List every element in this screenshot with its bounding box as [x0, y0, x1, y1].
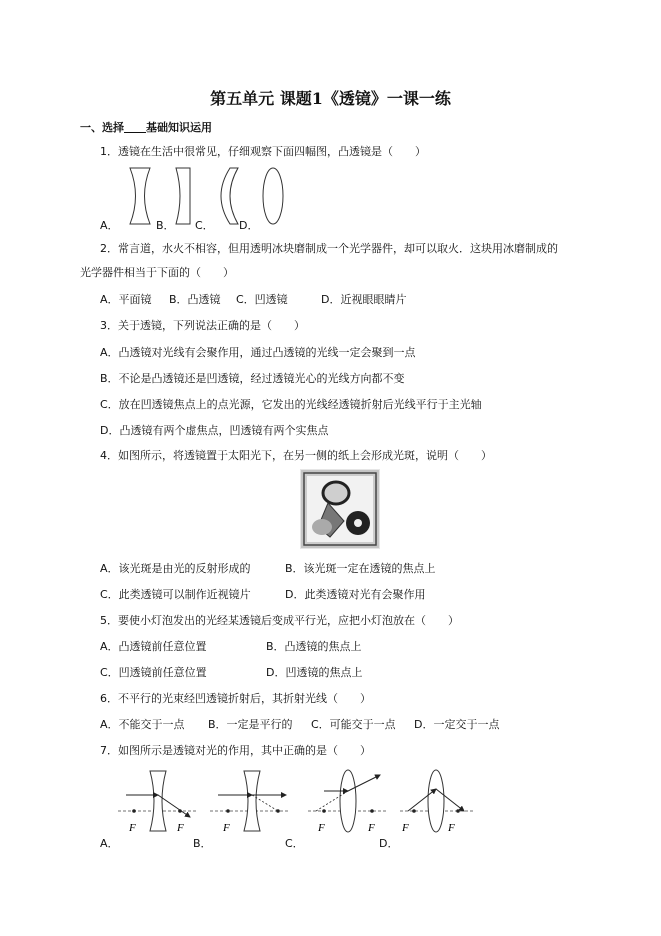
page-title: 第五单元 课题1《透镜》一课一练 [210, 89, 451, 108]
q1-lens-a-biconcave [130, 168, 150, 224]
question-6-stem: 6．不平行的光束经凹透镜折射后，其折射光线（ ） [100, 692, 371, 705]
q5-option-c: C．凹透镜前任意位置 [100, 666, 207, 679]
q1-option-b: B． [156, 219, 175, 232]
q6-option-d: D．一定交于一点 [414, 718, 500, 731]
q7-option-c: C． [285, 837, 304, 850]
q7-a-focus-right: F [177, 822, 184, 834]
question-4-stem: 4．如图所示，将透镜置于太阳光下，在另一侧的纸上会形成光斑，说明（ ） [100, 449, 492, 462]
section-label: 基础知识运用 [146, 121, 212, 134]
q2-option-a: A．平面镜 [100, 293, 152, 306]
q5-option-d: D．凹透镜的焦点上 [266, 666, 363, 679]
q7-diagram-c [308, 770, 388, 834]
q6-option-b: B．一定是平行的 [208, 718, 293, 731]
q7-diagram-a [118, 771, 196, 834]
q2-option-d: D．近视眼眼睛片 [321, 293, 407, 306]
q7-lens-diagrams [118, 765, 478, 837]
q2-option-c: C．凹透镜 [236, 293, 288, 306]
q7-option-b: B． [193, 837, 212, 850]
section-heading [80, 119, 212, 135]
q4-option-c: C．此类透镜可以制作近视镜片 [100, 588, 251, 601]
q4-option-a: A．该光斑是由光的反射形成的 [100, 562, 251, 575]
q1-lens-c-meniscus [221, 168, 238, 224]
q7-diagram-b [210, 771, 290, 834]
q6-option-a: A．不能交于一点 [100, 718, 185, 731]
q4-magnifier-photo [300, 469, 380, 549]
q7-option-a: A． [100, 837, 119, 850]
q7-diagram-d [400, 770, 474, 834]
q7-d-focus-right: F [448, 822, 455, 834]
question-5-stem: 5．要使小灯泡发出的光经某透镜后变成平行光，应把小灯泡放在（ ） [100, 614, 459, 627]
question-1-stem: 1．透镜在生活中很常见，仔细观察下面四幅图，凸透镜是（ ） [100, 145, 426, 158]
q7-d-focus-left: F [402, 822, 409, 834]
section-prefix: 一、选择 [80, 121, 124, 134]
q1-lens-b-plano-concave [176, 168, 190, 224]
q2-option-b: B．凸透镜 [169, 293, 221, 306]
question-7-stem: 7．如图所示是透镜对光的作用，其中正确的是（ ） [100, 744, 371, 757]
q7-b-focus-left: F [223, 822, 230, 834]
question-2-line1: 2．常言道，水火不相容，但用透明冰块磨制成一个光学器件，却可以取火．这块用冰磨制成的 [100, 242, 558, 255]
q7-c-focus-right: F [368, 822, 375, 834]
question-3-stem: 3．关于透镜，下列说法正确的是（ ） [100, 319, 305, 332]
q6-option-c: C．可能交于一点 [311, 718, 396, 731]
q4-option-d: D．此类透镜对光有会聚作用 [285, 588, 426, 601]
q7-c-focus-left: F [318, 822, 325, 834]
q1-option-d: D． [239, 219, 259, 232]
q5-option-a: A．凸透镜前任意位置 [100, 640, 207, 653]
section-underline [124, 121, 146, 134]
q3-option-a: A．凸透镜对光线有会聚作用，通过凸透镜的光线一定会聚到一点 [100, 346, 416, 359]
q4-option-b: B．该光斑一定在透镜的焦点上 [285, 562, 436, 575]
q3-option-d: D．凸透镜有两个虚焦点，凹透镜有两个实焦点 [100, 424, 329, 437]
question-2-line2: 光学器件相当于下面的（ ） [80, 266, 234, 279]
q5-option-b: B．凸透镜的焦点上 [266, 640, 362, 653]
q3-option-c: C．放在凹透镜焦点上的点光源，它发出的光线经透镜折射后光线平行于主光轴 [100, 398, 482, 411]
q1-lens-d-biconvex [263, 168, 283, 224]
q3-option-b: B．不论是凸透镜还是凹透镜，经过透镜光心的光线方向都不变 [100, 372, 405, 385]
q7-option-d: D． [379, 837, 399, 850]
q1-option-a: A． [100, 219, 119, 232]
q1-option-c: C． [195, 219, 214, 232]
q7-a-focus-left: F [129, 822, 136, 834]
